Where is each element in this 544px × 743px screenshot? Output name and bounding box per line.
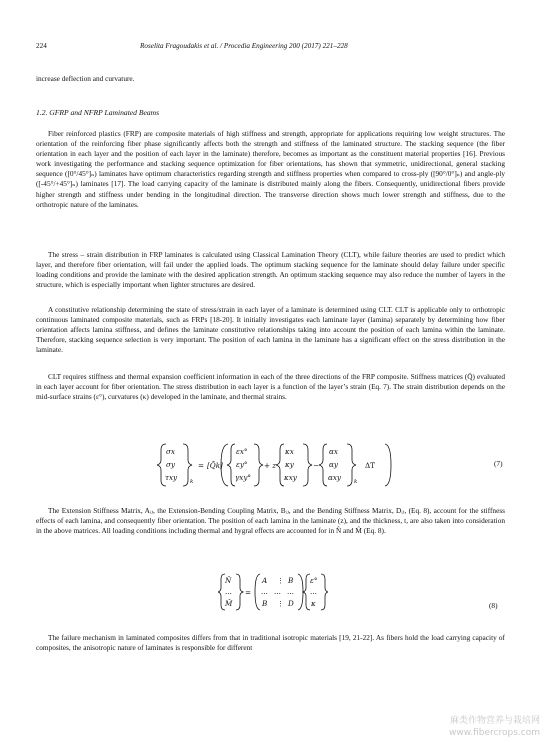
eq7-sigma-y: σy [166, 460, 175, 469]
equation-7-number: (7) [494, 459, 503, 468]
eq8-lhs-dots: ... [225, 587, 232, 596]
eq8-m-sep2: ⋮ [277, 599, 285, 608]
journal-running-head: Roselita Fragoudakis et al. / Procedia Engineering 200 (2017) 221–228 [140, 42, 348, 50]
eq7-qbar: [Q̄k] [207, 461, 223, 470]
eq8-rhs-dots: ... [310, 587, 317, 596]
paragraph-4: CLT requires stiffness and thermal expansion coefficient information in each of the three directions of the FRP composite. Stiffness matrices (Q̄) evaluated in each layer account for fiber orientation. The stress distribution in each layer is a function of the layer’s strain (Eq. 7). The strain distribution depends on the mid-surface strains (ε°), curvatures (κ) developed in the laminate, and thermal strains. [36, 372, 505, 402]
eq7-eps-y: εy° [236, 460, 248, 469]
eq7-alpha-xy: αxy [328, 473, 341, 482]
eq7-equals: = [198, 461, 205, 470]
paragraph-3: A constitutive relationship determining the state of stress/strain in each layer of a laminate is determined using CLT. CLT is applicable only to orthotropic continuous laminated composite materials, such as FRPs [18-20]. It initially investigates each laminate layer (lamina) separately by determining how fiber orientation affects lamina stiffness, and defines the laminate constitutive relationships taking into account the position of each lamina within the laminate. Therefore, stacking sequence selection is very important. The position of each lamina in the laminate has a significant effect on the stress distribution in the laminate. [36, 305, 505, 355]
eq7-sigma-x: σx [166, 447, 175, 456]
paragraph-5: The Extension Stiffness Matrix, Aᵢⱼ, the Extension-Bending Coupling Matrix, Bᵢⱼ, and the Bending Stiffness Matrix, Dᵢⱼ, (Eq. 8), account for the stiffness effects of each lamina, and consequently fiber orientation. The position of each lamina in the laminate (z), and the thickness, t, are also taken into consideration in the above matrices. All loading conditions including thermal and hygral effects are accounted for in N̂ and M̂ (Eq. 8). [36, 506, 505, 536]
page-header [36, 42, 508, 54]
eq8-m-dots2: ... [274, 587, 281, 596]
equation-8-svg [218, 572, 328, 612]
eq7-minus: − [313, 461, 320, 470]
eq8-m-d: D [288, 599, 294, 608]
eq7-gamma-xy: γxy° [235, 473, 252, 482]
eq8-m-sep1: ⋮ [277, 576, 285, 585]
eq7-sub-k-2: k [354, 479, 358, 485]
eq8-n-hat: N̂ [225, 576, 232, 585]
eq7-sub-k: k [190, 479, 194, 485]
paragraph-6: The failure mechanism in laminated composites differs from that in traditional isotropic materials [19, 21-22]. As fibers hold the load carrying capacity of composites, the anisotropic nature of laminates is responsible for different [36, 633, 505, 653]
eq8-eps0: ε° [310, 576, 318, 585]
intro-line: increase deflection and curvature. [36, 74, 135, 83]
eq7-kappa-y: κy [285, 460, 294, 469]
equation-8-number: (8) [489, 601, 498, 610]
eq8-m-dots3: ... [287, 587, 294, 596]
eq7-eps-x: εx° [236, 447, 248, 456]
paragraph-2: The stress – strain distribution in FRP laminates is calculated using Classical Lamination Theory (CLT), while failure theories are used to predict which layer, and therefore fiber orientation, will fail under the applied loads. The optimum stacking sequence for the laminate should delay failure under specific loading conditions and provide the laminate with the desired application strength. An optimum stacking sequence may also reduce the number of layers in the structure, which is especially important when lighter structures are desired. [36, 250, 505, 290]
watermark-line-1: 麻类作物营养与栽培网 [449, 716, 540, 726]
eq7-alpha-x: αx [329, 447, 338, 456]
eq7-tau-xy: τxy [165, 473, 178, 482]
eq7-kappa-x: κx [285, 447, 294, 456]
eq8-equals: = [245, 588, 252, 597]
watermark [449, 715, 540, 739]
eq7-delta-t: ΔT [365, 461, 375, 470]
watermark-line-2: www.fibercrops.com [449, 728, 540, 738]
eq8-m-b1: B [288, 576, 294, 585]
eq7-plus-z: + z [264, 461, 277, 470]
eq8-m-dots1: ... [261, 587, 268, 596]
eq7-kappa-xy: κxy [284, 473, 297, 482]
eq8-m-b2: B [262, 599, 268, 608]
paragraph-1: Fiber reinforced plastics (FRP) are composite materials of high stiffness and strength, appropriate for applications requiring low weight structures. The orientation of the reinforcing fiber phase significantly affects both the strength and stiffness of the laminated structure. The stacking sequence (the fiber orientation in each layer and the position of each layer in the laminate) therefore, becomes as important as the constituent material properties [16]. Previous work investigating the performance and stacking sequence optimization for fiber orientations, has shown that symmetric, unidirectional, general stacking sequence ([0°/45°]ₙ) laminates have optimum characteristics regarding strength and stiffness properties when compared to cross-ply ([90°/0°]ₙ) and angle-ply ([-45°/+45°]ₙ) laminates [17]. The load carrying capacity of the laminate is distributed mainly along the fibers. Consequently, unidirectional fibers provide higher strength and stiffness under bending in the longitudinal direction. The transverse direction shows much lower strength and stiffness, due to the orthotropic nature of the laminates. [36, 129, 505, 209]
equation-7-svg [155, 442, 395, 488]
section-heading: 1.2. GFRP and NFRP Laminated Beams [36, 108, 160, 117]
eq7-alpha-y: αy [329, 460, 338, 469]
eq8-kappa: κ [311, 599, 316, 608]
eq8-m-a: A [262, 576, 268, 585]
eq8-m-hat: M̂ [225, 599, 233, 608]
page-number: 224 [36, 42, 47, 50]
